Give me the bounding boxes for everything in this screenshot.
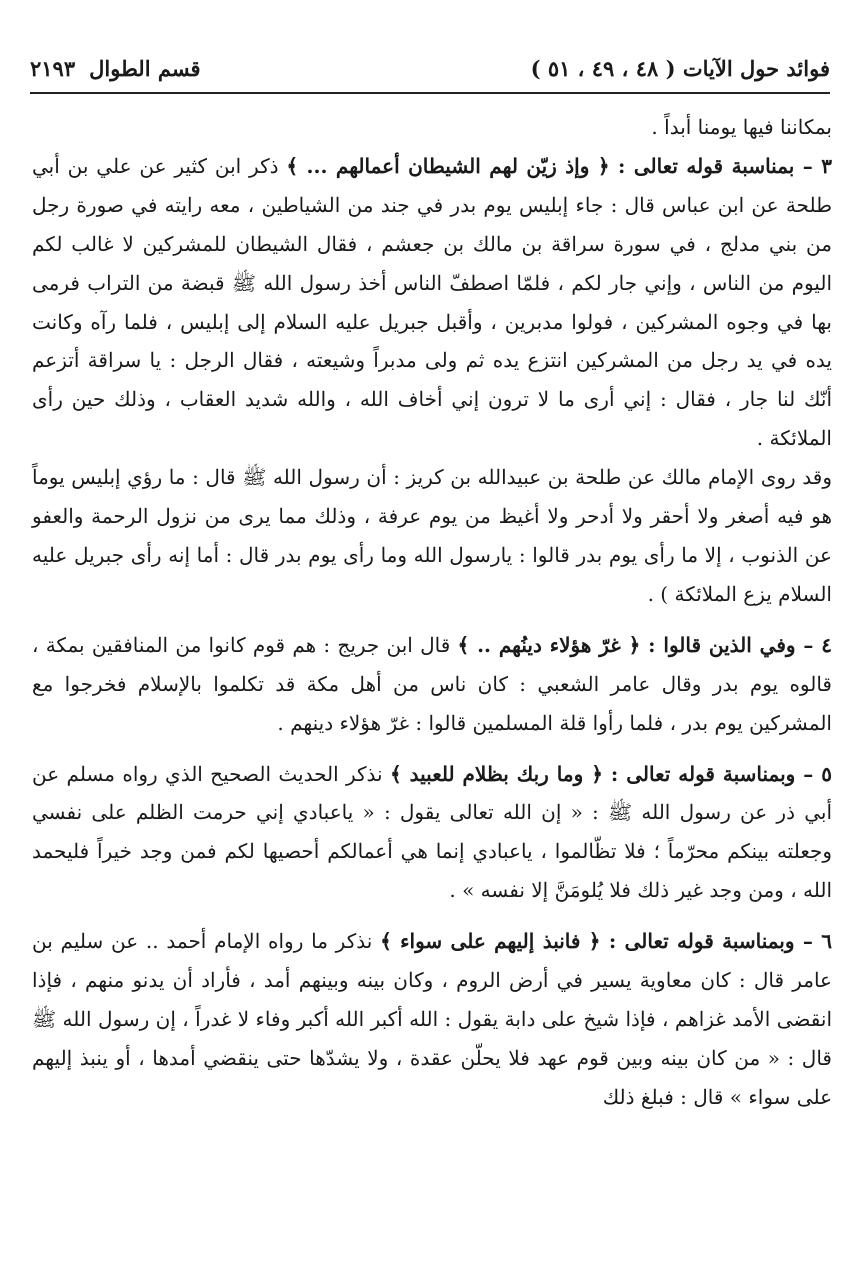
book-title: فوائد حول الآيات ( ٤٨ ، ٤٩ ، ٥١ ) (530, 55, 830, 81)
paragraph-gap (32, 910, 832, 922)
paragraph-gap (32, 743, 832, 755)
paragraph-6-lead: ٦ – وبمناسبة قوله تعالى : ﴿ فانبذ إليهم على سواء ﴾ (380, 929, 832, 954)
paragraph-2 (32, 147, 832, 458)
paragraph-3-text: وقد روى الإمام مالك عن طلحة بن عبيدالله بن كريز : أن رسول الله ﷺ قال : ما رؤي إبليس يوماً هو فيه أصغر ولا أحقر ولا أدحر ولا أغيظ من يوم عرفة ، وذلك مما يرى من نزول الرحمة والعفو عن الذنوب ، إلا ما رأى يوم بدر قالوا : يارسول الله وما رأى يوم بدر قال : أما إنه رأى جبريل عليه السلام يزع الملائكة ) . (32, 465, 832, 606)
paragraph-2-text: ذكر ابن كثير عن علي بن أبي طلحة عن ابن عباس قال : جاء إبليس يوم بدر في جند من الشياطين ، معه رايته في صورة رجل من بني مدلج ، في سورة سراقة بن مالك بن جعشم ، فقال الشيطان للمشركين لا غالب لكم اليوم من الناس ، وإني جار لكم ، فلمّا اصطفّ الناس أخذ رسول الله ﷺ قبضة من التراب فرمى بها في وجوه المشركين ، فولوا مدبرين ، وأقبل جبريل عليه السلام إلى إبليس ، فلما رآه وكانت يده في يد رجل من المشركين انتزع يده ثم ولى مدبراً وشيعته ، فقال الرجل : يا سراقة أتزعم أنّك لنا جار ، فقال : إني أرى ما لا ترون إني أخاف الله ، والله شديد العقاب ، وذلك حين رأى الملائكة . (32, 153, 832, 451)
header-rule (30, 92, 830, 94)
paragraph-2-lead: ٣ – بمناسبة قوله تعالى : ﴿ وإذ زيّن لهم الشيطان أعمالهم ... ﴾ (286, 153, 833, 178)
paragraph-5 (32, 755, 832, 911)
paragraph-6 (32, 922, 832, 1117)
paragraph-5-text: نذكر الحديث الصحيح الذي رواه مسلم عن أبي ذر عن رسول الله ﷺ : « إن الله تعالى يقول : « ياعبادي إني حرمت الظلم على نفسي وجعلته بينكم محرّماً ؛ فلا تظّالموا ، ياعبادي إنما هي أعمالكم أحصيها لكم فمن وجد خيراً فليحمد الله ، ومن وجد غير ذلك فلا يُلومَنَّ إلا نفسه » . (32, 761, 833, 903)
paragraph-1 (32, 108, 832, 147)
page-body (32, 108, 832, 1117)
paragraph-4-text: قال ابن جريج : هم قوم كانوا من المنافقين بمكة ، قالوه يوم بدر وقال عامر الشعبي : كان ناس من أهل مكة قد تكلموا بالإسلام فخرجوا مع المشركين يوم بدر ، فلما رأوا قلة المسلمين قالوا : غرّ هؤلاء دينهم . (32, 632, 832, 735)
paragraph-3 (32, 458, 832, 614)
section-name: قسم الطوال (89, 55, 201, 81)
page-number: ٢١٩٣ (30, 55, 76, 81)
paragraph-1-text: بمكاننا فيها يومنا أبداً . (651, 115, 832, 139)
page-header (30, 48, 830, 88)
header-section-info (30, 56, 201, 81)
paragraph-4 (32, 626, 832, 743)
paragraph-4-lead: ٤ – وفي الذين قالوا : ﴿ غرّ هؤلاء دينُهم .. ﴾ (457, 632, 832, 657)
paragraph-gap (32, 614, 832, 626)
paragraph-5-lead: ٥ – وبمناسبة قوله تعالى : ﴿ وما ربك بظلام للعبيد ﴾ (389, 761, 832, 786)
paragraph-6-text: نذكر ما رواه الإمام أحمد .. عن سليم بن عامر قال : كان معاوية يسير في أرض الروم ، وكان بينه وبينهم أمد ، فأراد أن يدنو منهم ، فإذا انقضى الأمد غزاهم ، فإذا شيخ على دابة يقول : الله أكبر الله أكبر وفاء لا غدراً ، إن رسول الله ﷺ قال : « من كان بينه وبين قوم عهد فلا يحلّن عقدة ، ولا يشدّها حتى ينقضي أمدها ، أو ينبذ إليهم على سواء » قال : فبلغ ذلك (32, 929, 832, 1109)
